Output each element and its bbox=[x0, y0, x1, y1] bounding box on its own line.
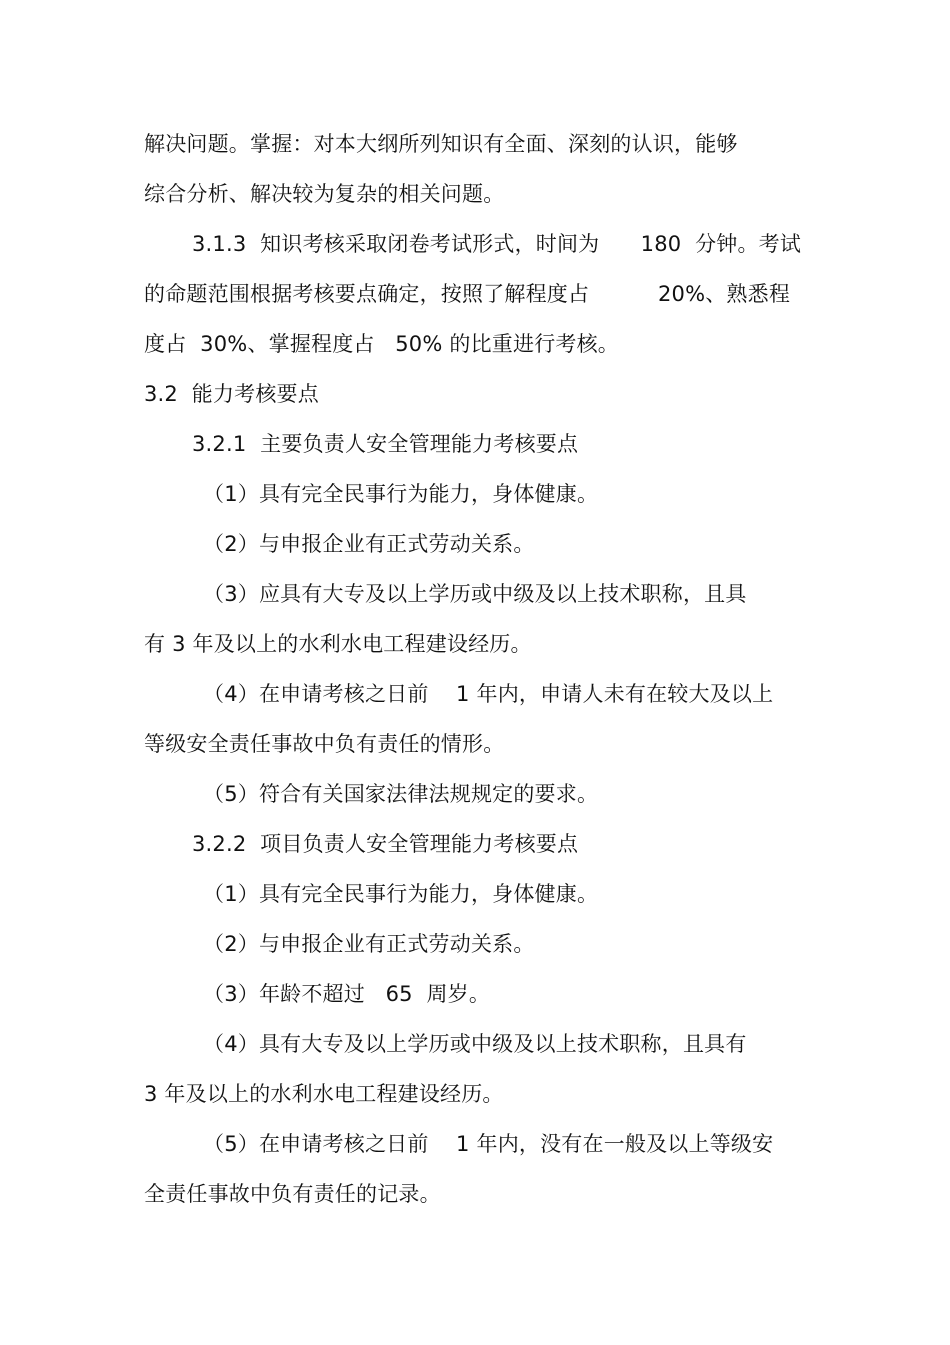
list-item-continuation: 全责任事故中负有责任的记录。 bbox=[144, 1182, 441, 1206]
paragraph-line: 综合分析、解决较为复杂的相关问题。 bbox=[144, 182, 505, 206]
list-item: （4）具有大专及以上学历或中级及以上技术职称，且具有 bbox=[203, 1032, 747, 1056]
list-item: （3）年龄不超过 65 周岁。 bbox=[203, 982, 491, 1006]
list-item: （2）与申报企业有正式劳动关系。 bbox=[203, 532, 535, 556]
paragraph-line: 的命题范围根据考核要点确定，按照了解程度占 20%、熟悉程 bbox=[144, 282, 791, 306]
list-item: （5）在申请考核之日前 1 年内，没有在一般及以上等级安 bbox=[203, 1132, 774, 1156]
subsection-heading-3-2-1: 3.2.1 主要负责人安全管理能力考核要点 bbox=[192, 432, 579, 456]
list-item-continuation: 3 年及以上的水利水电工程建设经历。 bbox=[144, 1082, 504, 1106]
list-item: （5）符合有关国家法律法规规定的要求。 bbox=[203, 782, 599, 806]
subsection-heading-3-2-2: 3.2.2 项目负责人安全管理能力考核要点 bbox=[192, 832, 579, 856]
list-item-continuation: 有 3 年及以上的水利水电工程建设经历。 bbox=[144, 632, 532, 656]
paragraph-line: 度占 30%、掌握程度占 50% 的比重进行考核。 bbox=[144, 332, 620, 356]
list-item-continuation: 等级安全责任事故中负有责任的情形。 bbox=[144, 732, 505, 756]
list-item: （2）与申报企业有正式劳动关系。 bbox=[203, 932, 535, 956]
section-heading-3-2: 3.2 能力考核要点 bbox=[144, 382, 319, 406]
paragraph-line: 解决问题。掌握：对本大纲所列知识有全面、深刻的认识，能够 bbox=[144, 132, 738, 156]
list-item: （4）在申请考核之日前 1 年内，申请人未有在较大及以上 bbox=[203, 682, 774, 706]
list-item: （1）具有完全民事行为能力，身体健康。 bbox=[203, 482, 599, 506]
list-item: （3）应具有大专及以上学历或中级及以上技术职称，且具 bbox=[203, 582, 747, 606]
section-3-1-3-line: 3.1.3 知识考核采取闭卷考试形式，时间为 180 分钟。考试 bbox=[192, 232, 802, 256]
list-item: （1）具有完全民事行为能力，身体健康。 bbox=[203, 882, 599, 906]
